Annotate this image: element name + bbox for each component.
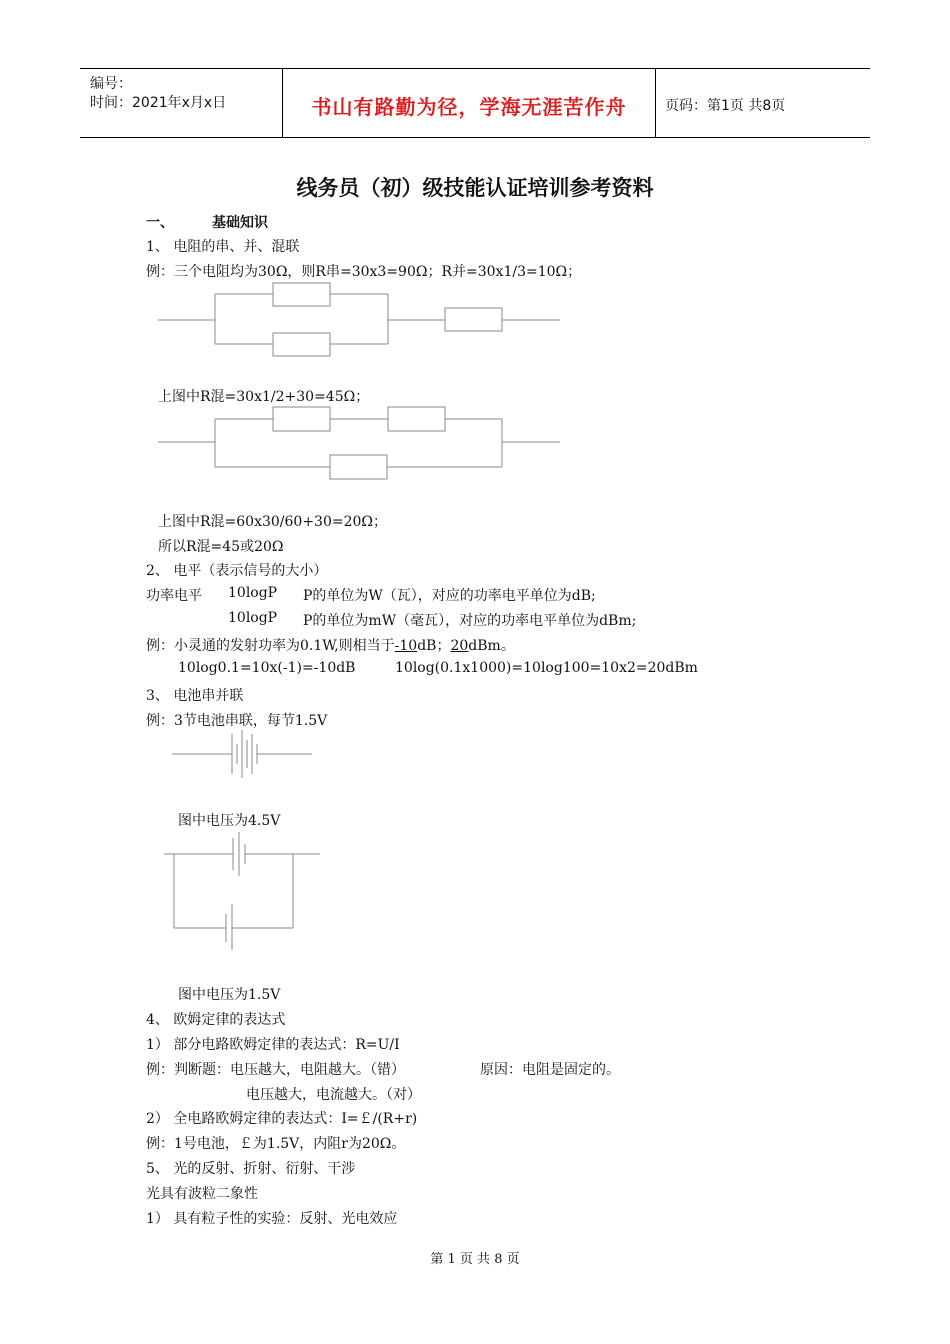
page-info: 页码：第1页 共8页 bbox=[665, 98, 786, 114]
battery-series-diagram bbox=[170, 726, 320, 786]
header-left-cell bbox=[80, 69, 282, 137]
motto: 书山有路勤为径，学海无涯苦作舟 bbox=[311, 95, 627, 119]
text-line: 原因：电阻是固定的。 bbox=[480, 1062, 620, 1078]
text-line: 电压越大，电流越大。（对） bbox=[246, 1087, 421, 1103]
example-line bbox=[146, 635, 515, 655]
header-table bbox=[80, 68, 870, 138]
formula: 10logP bbox=[228, 585, 278, 601]
text-line: 例：三个电阻均为30Ω，则R串=30x3=90Ω；R并=30x1/3=10Ω； bbox=[146, 264, 582, 280]
text-line: 图中电压为1.5V bbox=[178, 987, 281, 1003]
unit-db: dB； bbox=[417, 638, 451, 654]
answer-db: -10 bbox=[394, 638, 418, 654]
text-line: 例：1号电池，￡为1.5V，内阻r为20Ω。 bbox=[146, 1136, 406, 1152]
battery-parallel-diagram bbox=[160, 830, 330, 955]
text-line: 1） 具有粒子性的实验：反射、光电效应 bbox=[146, 1211, 398, 1227]
text-line: 2） 全电路欧姆定律的表达式：I=￡/(R+r) bbox=[146, 1111, 418, 1127]
text-line: 4、 欧姆定律的表达式 bbox=[146, 1012, 286, 1028]
text-line: 1） 部分电路欧姆定律的表达式：R=U/I bbox=[146, 1037, 400, 1053]
text-line: 1、 电阻的串、并、混联 bbox=[146, 239, 300, 255]
formula: 10log(0.1x1000)=10log100=10x2=20dBm bbox=[395, 660, 698, 676]
text-line: P的单位为W（瓦），对应的功率电平单位为dB; bbox=[303, 588, 596, 604]
text-line: 例：判断题：电压越大，电阻越大。（错） bbox=[146, 1062, 405, 1078]
page-footer: 第 1 页 共 8 页 bbox=[430, 1252, 520, 1267]
resistor-circuit-1 bbox=[150, 278, 570, 363]
answer-dbm: 20 bbox=[450, 638, 469, 654]
header-right-cell bbox=[655, 69, 870, 137]
resistor-circuit-2 bbox=[150, 404, 570, 474]
text-line: 例：3节电池串联，每节1.5V bbox=[146, 713, 328, 729]
text-line: 功率电平 bbox=[146, 588, 202, 604]
text-line: 5、 光的反射、折射、衍射、干涉 bbox=[146, 1161, 356, 1177]
text-line: 上图中R混=60x30/60+30=20Ω； bbox=[158, 514, 388, 530]
text-line: 3、 电池串并联 bbox=[146, 688, 244, 704]
unit-dbm: dBm。 bbox=[468, 638, 515, 654]
header-motto-cell bbox=[282, 69, 656, 137]
formula: 10logP bbox=[228, 610, 278, 626]
formula: 10log0.1=10x(-1)=-10dB bbox=[178, 660, 356, 676]
section-number: 一、 bbox=[146, 215, 174, 231]
section-heading: 基础知识 bbox=[212, 215, 268, 231]
text-line: P的单位为mW（毫瓦），对应的功率电平单位为dBm; bbox=[303, 613, 637, 629]
text-line: 图中电压为4.5V bbox=[178, 813, 281, 829]
number-label: 编号： bbox=[90, 76, 132, 92]
text-line: 光具有波粒二象性 bbox=[146, 1186, 258, 1202]
text-line: 所以R混=45或20Ω bbox=[158, 539, 284, 555]
text-line: 上图中R混=30x1/2+30=45Ω； bbox=[158, 389, 370, 405]
example-text: 例：小灵通的发射功率为0.1W,则相当于 bbox=[146, 638, 395, 654]
document-title: 线务员（初）级技能认证培训参考资料 bbox=[296, 176, 654, 200]
text-line: 2、 电平（表示信号的大小） bbox=[146, 563, 328, 579]
time-label: 时间：2021年x月x日 bbox=[90, 95, 227, 111]
